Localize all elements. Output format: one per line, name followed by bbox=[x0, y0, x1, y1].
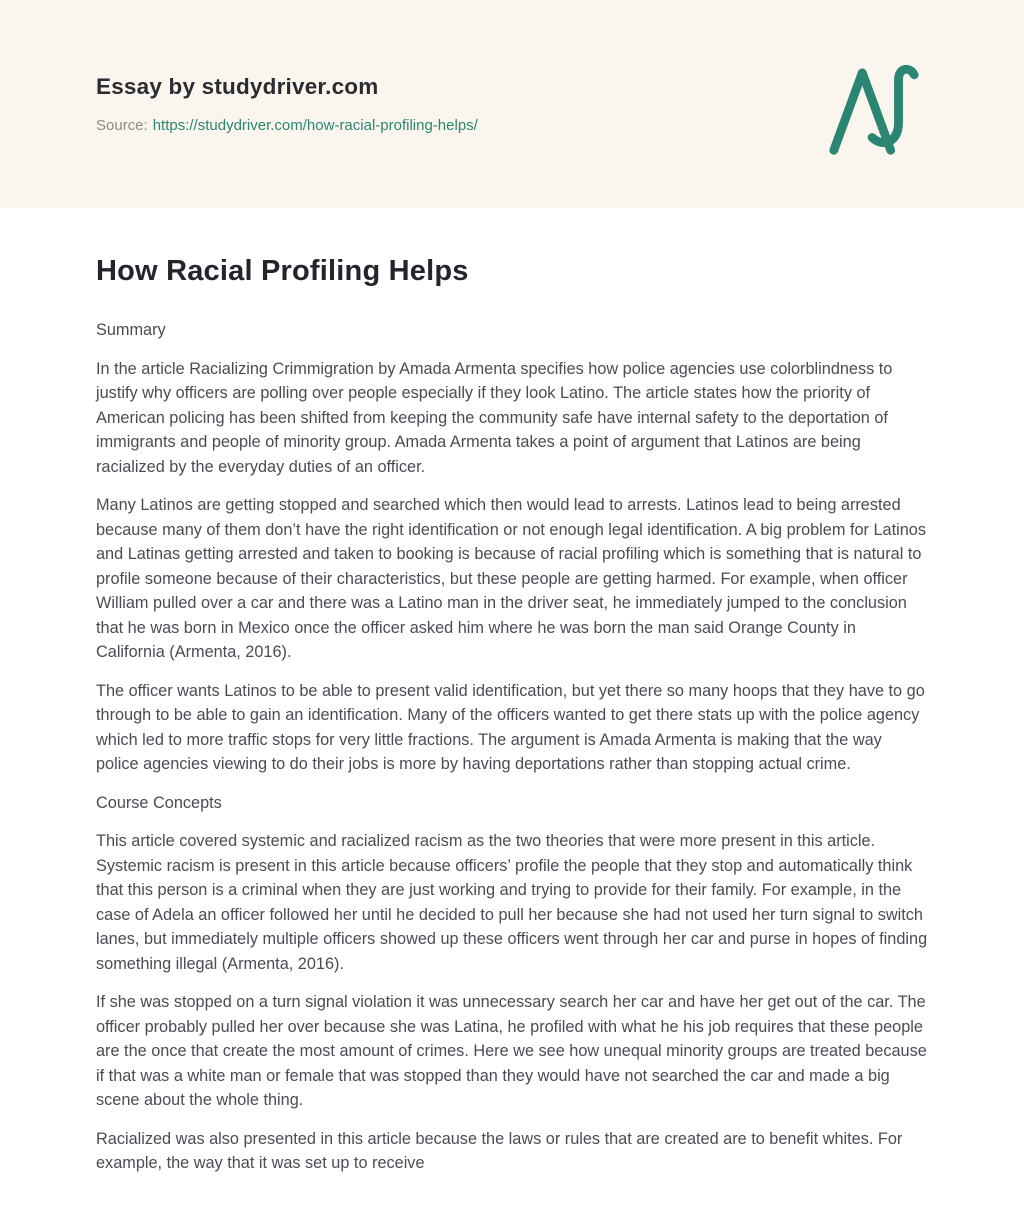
header-text-block bbox=[96, 74, 928, 134]
header-title: Essay by studydriver.com bbox=[96, 74, 379, 99]
essay-paragraph-4: This article covered systemic and racialized racism as the two theories that were more present in this article. Systemic racism is present in this article because officers’ profile the people that they stop and automatically think that this person is a criminal when they are just working and trying to provide for their family. For example, in the case of Adela an officer followed her until he decided to pull her because she had not used her turn signal to switch lanes, but immediately multiple officers showed up these officers went through her car and purse in hopes of finding something illegal (Armenta, 2016). bbox=[96, 832, 928, 973]
page-header bbox=[0, 0, 1024, 208]
essay-paragraph-3: The officer wants Latinos to be able to present valid identification, but yet there so many hoops that they have to go through to be able to gain an identification. Many of the officers wanted to get there stats up with the police agency which led to more traffic stops for very little fractions. The argument is Amada Armenta is making that the way police agencies viewing to do their jobs is more by having deportations rather than stopping actual crime. bbox=[96, 681, 925, 773]
essay-content bbox=[0, 208, 1024, 1230]
source-line bbox=[96, 117, 928, 134]
studydriver-logo-icon bbox=[826, 64, 924, 162]
source-label: Source: bbox=[96, 117, 148, 134]
essay-paragraph-2: Many Latinos are getting stopped and searched which then would lead to arrests. Latinos lead to being arrested because many of them don’t have the right identification or not enough legal identification. A big problem for Latinos and Latinas getting arrested and taken to booking is because of racial profiling which is something that is natural to profile someone because of their characteristics, but these people are getting harmed. For example, when officer William pulled over a car and there was a Latino man in the driver seat, he immediately jumped to the conclusion that he was born in Mexico once the officer asked him where he was born the man said Orange County in California (Armenta, 2016). bbox=[96, 496, 926, 661]
essay-paragraph-6: Racialized was also presented in this article because the laws or rules that are created are to benefit whites. For example, the way that it was set up to receive bbox=[96, 1129, 903, 1172]
essay-paragraph-5: If she was stopped on a turn signal violation it was unnecessary search her car and have her get out of the car. The officer probably pulled her over because she was Latina, he profiled with what he his job requires that these people are the once that create the most amount of crimes. Here we see how unequal minority groups are treated because if that was a white man or female that was stopped than they would have not searched the car and made a big scene about the whole thing. bbox=[96, 993, 927, 1109]
essay-title: How Racial Profiling Helps bbox=[96, 255, 469, 287]
source-link[interactable]: https://studydriver.com/how-racial-profiling-helps/ bbox=[152, 117, 478, 134]
section-heading-course-concepts: Course Concepts bbox=[96, 793, 222, 812]
essay-paragraph-1: In the article Racializing Crimmigration by Amada Armenta specifies how police agencies use colorblindness to justify why officers are polling over people especially if they look Latino. The article states how the priority of American policing has been shifted from keeping the community safe have internal safety to the deportation of immigrants and people of minority group. Amada Armenta takes a point of argument that Latinos are being racialized by the everyday duties of an officer. bbox=[96, 359, 893, 476]
section-heading-summary: Summary bbox=[96, 321, 166, 339]
